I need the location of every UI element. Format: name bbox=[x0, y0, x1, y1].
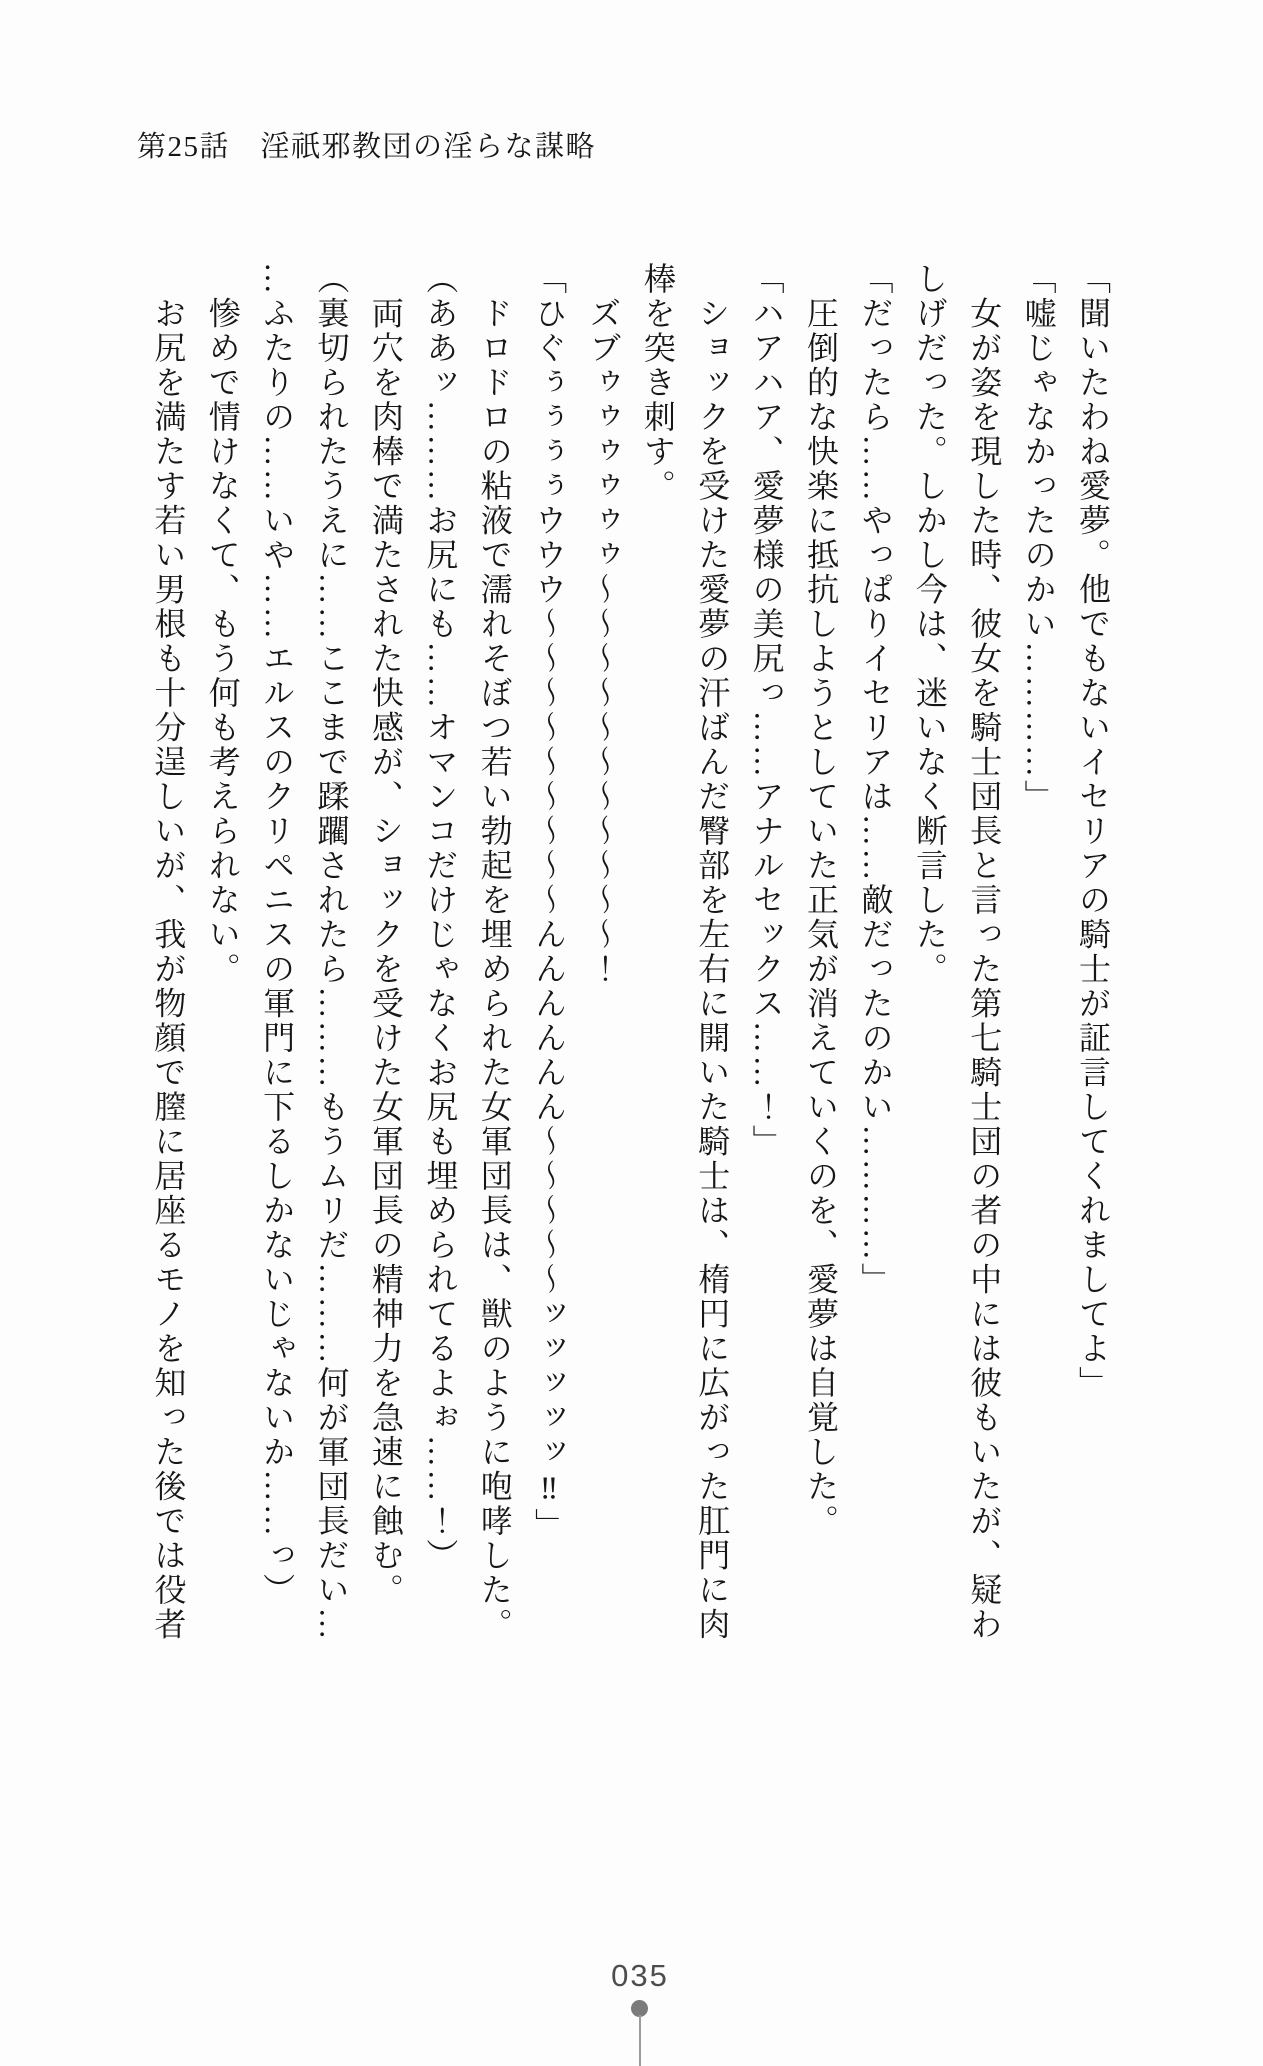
text-line: しげだった。しかし今は、迷いなく断言した。 bbox=[911, 262, 948, 987]
text-line: 「聞いたわね愛夢。他でもないイセリアの騎士が証言してくれましてよ」 bbox=[1075, 262, 1111, 1401]
text-line: お尻を満たす若い男根も十分逞しいが、我が物顔で膣に居座るモノを知った後では役者 bbox=[150, 262, 187, 1642]
text-line: 棒を突き刺す。 bbox=[639, 262, 676, 504]
chapter-header: 第25話 淫祇邪教団の淫らな謀略 bbox=[137, 131, 597, 163]
text-line: …ふたりの……いや……エルスのクリペニスの軍門に下るしかないじゃないか……っ） bbox=[259, 262, 296, 1608]
text-line: 「ハアハア、愛夢様の美尻っ……アナルセックス……！」 bbox=[748, 262, 785, 1159]
text-line: 「だったら……やっぱりイセリアは……敵だったのかい…………」 bbox=[857, 262, 894, 1297]
vertical-text-block bbox=[141, 262, 1120, 1646]
text-line: 両穴を肉棒で満たされた快感が、ショックを受けた女軍団長の精神力を急速に蝕む。 bbox=[367, 262, 404, 1608]
footer-line-ornament bbox=[639, 2015, 641, 2066]
text-line: ドロドロの粘液で濡れそぼつ若い勃起を埋められた女軍団長は、獣のように咆哮した。 bbox=[476, 262, 513, 1642]
text-line: 圧倒的な快楽に抵抗しようとしていた正気が消えていくのを、愛夢は自覚した。 bbox=[803, 262, 840, 1539]
page-number: 035 bbox=[611, 1958, 669, 1993]
text-line: 「ひぐぅぅぅぅウウウ〜〜〜〜〜〜〜〜〜んんんんんん〜〜〜〜〜ッッッッッ‼」 bbox=[531, 262, 568, 1543]
text-line: ズブゥゥゥゥゥゥ〜〜〜〜〜〜〜〜〜〜〜！ bbox=[585, 262, 622, 987]
text-line: 女が姿を現した時、彼女を騎士団長と言った第七騎士団の者の中には彼もいたが、疑わ bbox=[966, 262, 1003, 1642]
text-line: ショックを受けた愛夢の汗ばんだ臀部を左右に開いた騎士は、楕円に広がった肛門に肉 bbox=[694, 262, 731, 1642]
text-line: （ああッ………お尻にも……オマンコだけじゃなくお尻も埋められてるよぉ……！） bbox=[422, 262, 459, 1573]
text-line: 「嘘じゃなかったのかい…………」 bbox=[1020, 262, 1057, 814]
text-line: （裏切られたうえに……ここまで蹂躙されたら………もうムリだ………何が軍団長だい… bbox=[313, 262, 350, 1642]
text-line: 惨めで情けなくて、もう何も考えられない。 bbox=[204, 262, 241, 987]
